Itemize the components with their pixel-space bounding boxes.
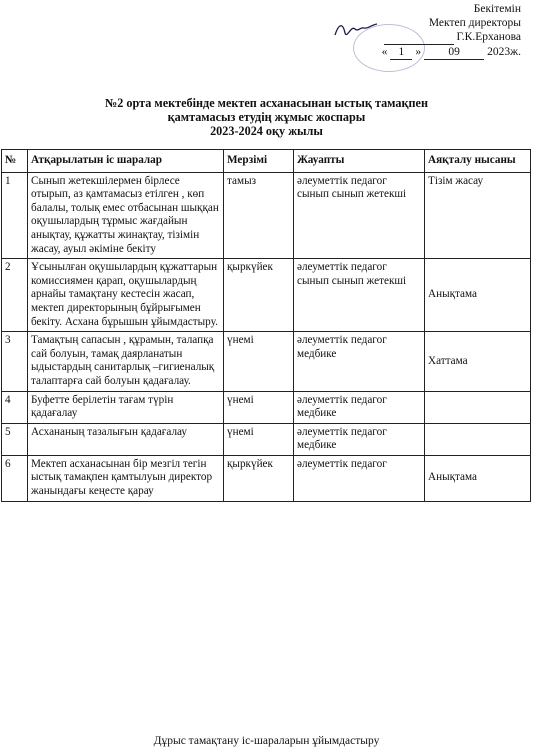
row-activity: Тамақтың сапасын , құрамын, талапқа сай болуын, тамақ даярланатын ыдыстардың санитарлық –гигиеналық талаптарға сай болуын қадағалау. [28,332,224,391]
approval-director-name: Г.К.Ерханова [456,31,521,43]
row-term: үнемі [224,332,294,391]
row-term: тамыз [224,172,294,259]
plan-table [1,149,531,502]
row-result: Анықтама [425,259,531,332]
row-number: 2 [2,259,28,332]
row-responsible: әлеуметтік педагог сынып сынып жетекші [294,172,425,259]
row-term: үнемі [224,423,294,455]
table-row [2,332,531,391]
approval-position: Мектеп директоры [428,17,521,29]
table-row [2,455,531,501]
row-number: 3 [2,332,28,391]
row-number: 1 [2,172,28,259]
row-result: Хаттама [425,332,531,391]
row-result [425,423,531,455]
row-activity: Буфетте берілетін тағам түрін қадағалау [28,391,224,423]
row-term: қыркүйек [224,455,294,501]
row-responsible: әлеуметтік педагог медбике [294,332,425,391]
date-year: 2023ж. [487,46,521,58]
row-activity: Асхананың тазалығын қадағалау [28,423,224,455]
col-header-result: Аяқталу нысаны [425,150,531,173]
col-header-term: Мерзімі [224,150,294,173]
row-activity: Сынып жетекшілермен бірлесе отырып, аз қамтамасыз етілген , көп балалы, толық емес отбасынан шыққан оқушылардың тұрмыс жағдайын анықтау, құжатты жинақтау, тізімін жасау, ауыл әкіміне бекіту [28,172,224,259]
row-activity: Ұсынылған оқушылардың құжаттарын комиссиямен қарап, оқушылардың арнайы тамақтану кестесін жасап, мектеп директорының бұйрығымен бекіту. Асхана бұрышын ұйымдастыру. [28,259,224,332]
row-term: қыркүйек [224,259,294,332]
row-responsible: әлеуметтік педагог медбике [294,391,425,423]
col-header-activity: Атқарылатын іс шаралар [28,150,224,173]
row-activity: Мектеп асханасынан бір мезгіл тегін ыстық тамақпен қамтылуын директор жанындағы кеңесте қарау [28,455,224,501]
document-title [0,96,533,138]
row-result [425,391,531,423]
table-row [2,423,531,455]
table-row [2,259,531,332]
row-term: үнемі [224,391,294,423]
col-header-number: № [2,150,28,173]
row-number: 6 [2,455,28,501]
row-responsible: әлеуметтік педагог медбике [294,423,425,455]
row-responsible: әлеуметтік педагог [294,455,425,501]
row-result: Анықтама [425,455,531,501]
table-row [2,391,531,423]
row-number: 5 [2,423,28,455]
title-line-2: қамтамасыз етудің жұмыс жоспары [167,110,366,124]
row-result: Тізім жасау [425,172,531,259]
date-open-quote: « [381,46,388,58]
table-header-row [2,150,531,173]
row-number: 4 [2,391,28,423]
date-close-quote: » [415,46,422,58]
title-line-3: 2023-2024 оқу жылы [210,124,323,138]
table-row [2,172,531,259]
section-heading-footer: Дұрыс тамақтану іс-шараларын ұйымдастыру [153,735,380,747]
date-day: 1 [390,45,412,60]
title-line-1: №2 орта мектебінде мектеп асханасынан ыстық тамақпен [105,96,428,110]
school-stamp-icon [353,24,425,72]
date-month: 09 [424,45,484,60]
approval-heading: Бекітемін [473,3,521,15]
col-header-responsible: Жауапты [294,150,425,173]
approval-block [271,2,521,60]
row-responsible: әлеуметтік педагог сынып сынып жетекші [294,259,425,332]
